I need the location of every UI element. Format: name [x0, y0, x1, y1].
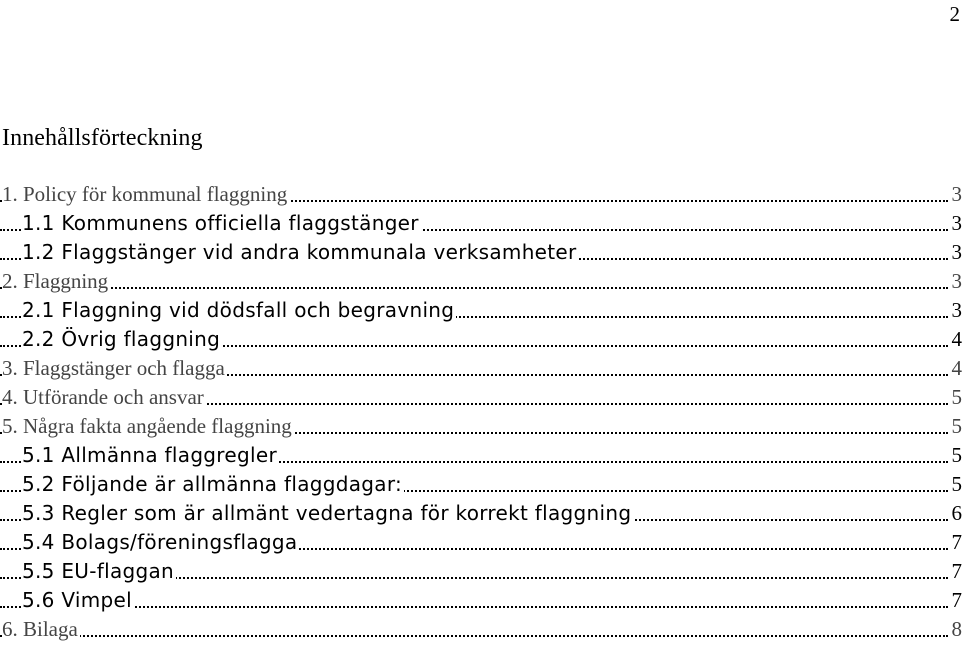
toc-entry[interactable]	[0, 528, 962, 557]
toc-entry-page: 4	[948, 354, 962, 383]
toc-entry-label: 5.2 Följande är allmänna flaggdagar:	[22, 470, 404, 499]
toc-entry-label: 5.3 Regler som är allmänt vedertagna för korrekt flaggning	[22, 499, 633, 528]
toc-entry-page: 8	[948, 615, 962, 644]
toc-entry-page: 5	[948, 383, 962, 412]
toc-entry[interactable]	[0, 267, 962, 296]
toc-entry-page: 7	[948, 586, 962, 615]
toc-entry-page: 7	[948, 528, 962, 557]
toc-entry-label: 2. Flaggning	[2, 267, 110, 296]
toc-entry-label: 1.2 Flaggstänger vid andra kommunala verksamheter	[22, 238, 579, 267]
toc-entry-label: 2.1 Flaggning vid dödsfall och begravning	[22, 296, 456, 325]
toc-entry[interactable]	[0, 354, 962, 383]
toc-entry[interactable]	[0, 441, 962, 470]
toc-entry-label: 6. Bilaga	[2, 615, 80, 644]
toc-entry-label: 1.1 Kommunens officiella flaggstänger	[22, 209, 421, 238]
toc-entry-page: 5	[948, 412, 962, 441]
toc-entry-label: 3. Flaggstänger och flagga	[2, 354, 227, 383]
dot-leader	[0, 606, 948, 608]
page-number: 2	[949, 2, 960, 26]
toc-entry-page: 3	[948, 238, 962, 267]
toc-entry-label: 1. Policy för kommunal flaggning	[2, 180, 289, 209]
toc-entry-page: 5	[948, 470, 962, 499]
dot-leader	[0, 635, 948, 637]
toc-entry-page: 5	[948, 441, 962, 470]
toc-entry-page: 4	[948, 325, 962, 354]
toc-entry-label: 5.1 Allmänna flaggregler	[22, 441, 279, 470]
toc-entry-label: 5.6 Vimpel	[22, 586, 134, 615]
toc-entry-page: 3	[948, 180, 962, 209]
toc-entry-label: 5.4 Bolags/föreningsflagga	[22, 528, 299, 557]
toc-title: Innehållsförteckning	[2, 125, 203, 151]
toc-entry[interactable]	[0, 238, 962, 267]
toc-entry[interactable]	[0, 209, 962, 238]
toc-entry[interactable]	[0, 586, 962, 615]
toc-entry[interactable]	[0, 325, 962, 354]
toc-entry-page: 3	[948, 296, 962, 325]
toc-entry-label: 4. Utförande och ansvar	[2, 383, 206, 412]
toc-entry[interactable]	[0, 412, 962, 441]
toc-entry[interactable]	[0, 296, 962, 325]
toc-entry-page: 3	[948, 209, 962, 238]
toc-entry[interactable]	[0, 499, 962, 528]
toc-entry[interactable]	[0, 557, 962, 586]
toc-entry-page: 3	[948, 267, 962, 296]
toc-entry-label: 5. Några fakta angående flaggning	[2, 412, 294, 441]
toc-entry-label: 2.2 Övrig flaggning	[22, 325, 222, 354]
toc-entry[interactable]	[0, 180, 962, 209]
toc-entry-label: 5.5 EU-flaggan	[22, 557, 176, 586]
toc-entry-page: 6	[948, 499, 962, 528]
toc-entry[interactable]	[0, 383, 962, 412]
dot-leader	[0, 287, 948, 289]
toc-entry-page: 7	[948, 557, 962, 586]
toc-entry[interactable]	[0, 615, 962, 644]
toc-list	[0, 180, 962, 644]
toc-entry[interactable]	[0, 470, 962, 499]
